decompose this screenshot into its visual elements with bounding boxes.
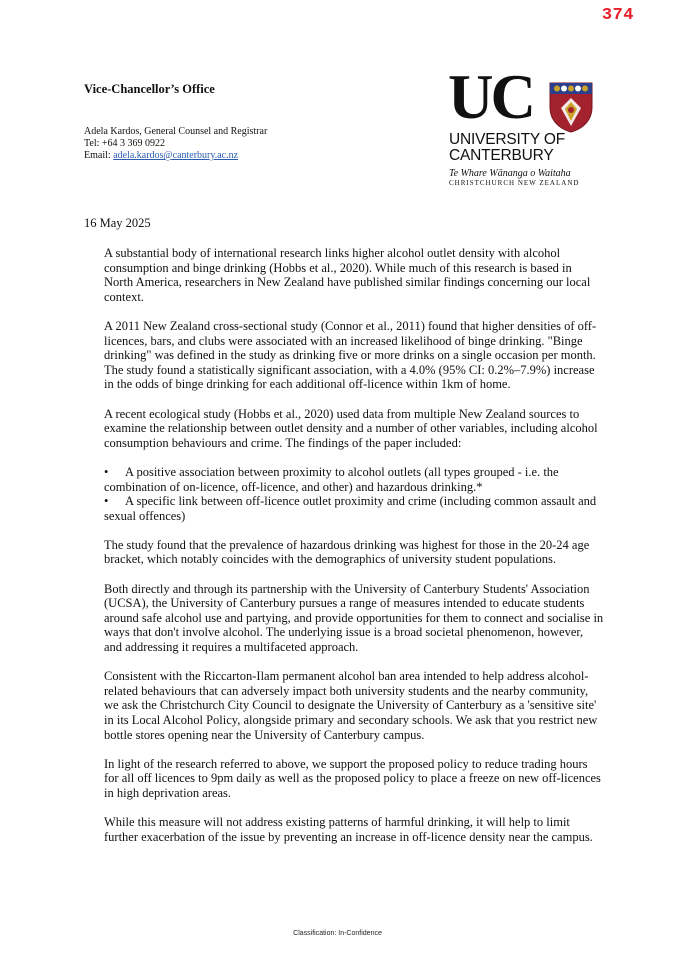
bullet-list bbox=[104, 465, 604, 523]
paragraph-4: The study found that the prevalence of hazardous drinking was highest for those in the 20-24 age bracket, which notably coincides with the demographics of university student populations. bbox=[104, 537, 590, 567]
paragraph-5: Both directly and through its partnership with the University of Canterbury Students' Association (UCSA), the University of Canterbury pursues a range of measures intended to educate students around safe alcohol use and partying, and provide opportunities for them to connect and socialise in ways that don't involve alcohol. The underlying issue is a broad societal phenomenon, however, and addressing it requires a multifaceted approach. bbox=[104, 581, 604, 655]
classification-footer: Classification: In-Confidence bbox=[293, 930, 382, 937]
paragraph-2: A 2011 New Zealand cross-sectional study (Connor et al., 2011) found that higher densities of off-licences, bars, and clubs were associated with an increased likelihood of binge drinking. "Binge drinking" was defined in the study as drinking five or more drinks on a single occasion per month. The study found a statistically significant association, with a 4.0% (95% CI: 0.2%–7.9%) increase in the odds of binge drinking for each additional off-licence within 1km of home. bbox=[104, 318, 597, 392]
email-label: Email: bbox=[84, 150, 114, 161]
university-logo bbox=[448, 62, 599, 188]
paragraph-6: Consistent with the Riccarton-Ilam permanent alcohol ban area intended to help address alcohol-related behaviours that can adversely impact both university students and the nearby community, we ask the Christchurch City Council to designate the University of Canterbury as a 'sensitive site' in its Local Alcohol Policy, alongside primary and secondary schools. We ask that you restrict new bottle stores opening near the University of Canterbury campus. bbox=[104, 669, 598, 742]
email-link[interactable]: adela.kardos@canterbury.ac.nz bbox=[113, 150, 239, 161]
bullet-item-2 bbox=[104, 494, 604, 523]
bullet-text-2: A specific link between off-licence outlet proximity and crime (including common assault and sexual offences) bbox=[104, 494, 597, 523]
bullet-symbol: • bbox=[104, 464, 109, 479]
logo-city: CHRISTCHURCH NEW ZEALAND bbox=[449, 179, 580, 187]
contact-tel: Tel: +64 3 369 0922 bbox=[84, 138, 166, 149]
paragraph-8: While this measure will not address existing patterns of harmful drinking, it will help to limit further exacerbation of the issue by preventing an increase in off-licence density near the campus. bbox=[104, 815, 593, 844]
contact-block bbox=[84, 126, 267, 162]
bullet-item-1 bbox=[104, 465, 604, 494]
bullet-symbol: • bbox=[104, 494, 109, 509]
paragraph-1: A substantial body of international research links higher alcohol outlet density with alcohol consumption and binge drinking (Hobbs et al., 2020). While much of this research is based in North America, researchers in New Zealand have published similar findings concerning our local context. bbox=[104, 246, 591, 304]
page-number: 374 bbox=[601, 6, 634, 25]
letter-date: 16 May 2025 bbox=[84, 216, 151, 230]
office-heading: Vice-Chancellor’s Office bbox=[84, 82, 215, 96]
paragraph-3: A recent ecological study (Hobbs et al., 2020) used data from multiple New Zealand sources to examine the relationship between outlet density and a number of other variables, including alcohol consumption behaviours and crime. The findings of the paper included: bbox=[104, 406, 598, 450]
logo-line-2: CANTERBURY bbox=[449, 147, 554, 164]
crest-icon bbox=[548, 81, 594, 133]
logo-uc-letters: UC bbox=[448, 62, 533, 132]
paragraph-7: In light of the research referred to above, we support the proposed policy to reduce trading hours for all off licences to 9pm daily as well as the proposed policy to place a freeze on new off-licences in high deprivation areas. bbox=[104, 756, 601, 800]
letter-body bbox=[104, 246, 604, 859]
logo-maori-name: Te Whare Wānanga o Waitaha bbox=[449, 168, 571, 179]
contact-email-row bbox=[84, 150, 267, 162]
contact-name: Adela Kardos, General Counsel and Registrar bbox=[84, 126, 268, 137]
bullet-text-1: A positive association between proximity to alcohol outlets (all types grouped - i.e. the combination of on-licence, off-licence, and other) and hazardous drinking.* bbox=[104, 464, 559, 494]
logo-line-1: UNIVERSITY OF bbox=[449, 131, 565, 148]
